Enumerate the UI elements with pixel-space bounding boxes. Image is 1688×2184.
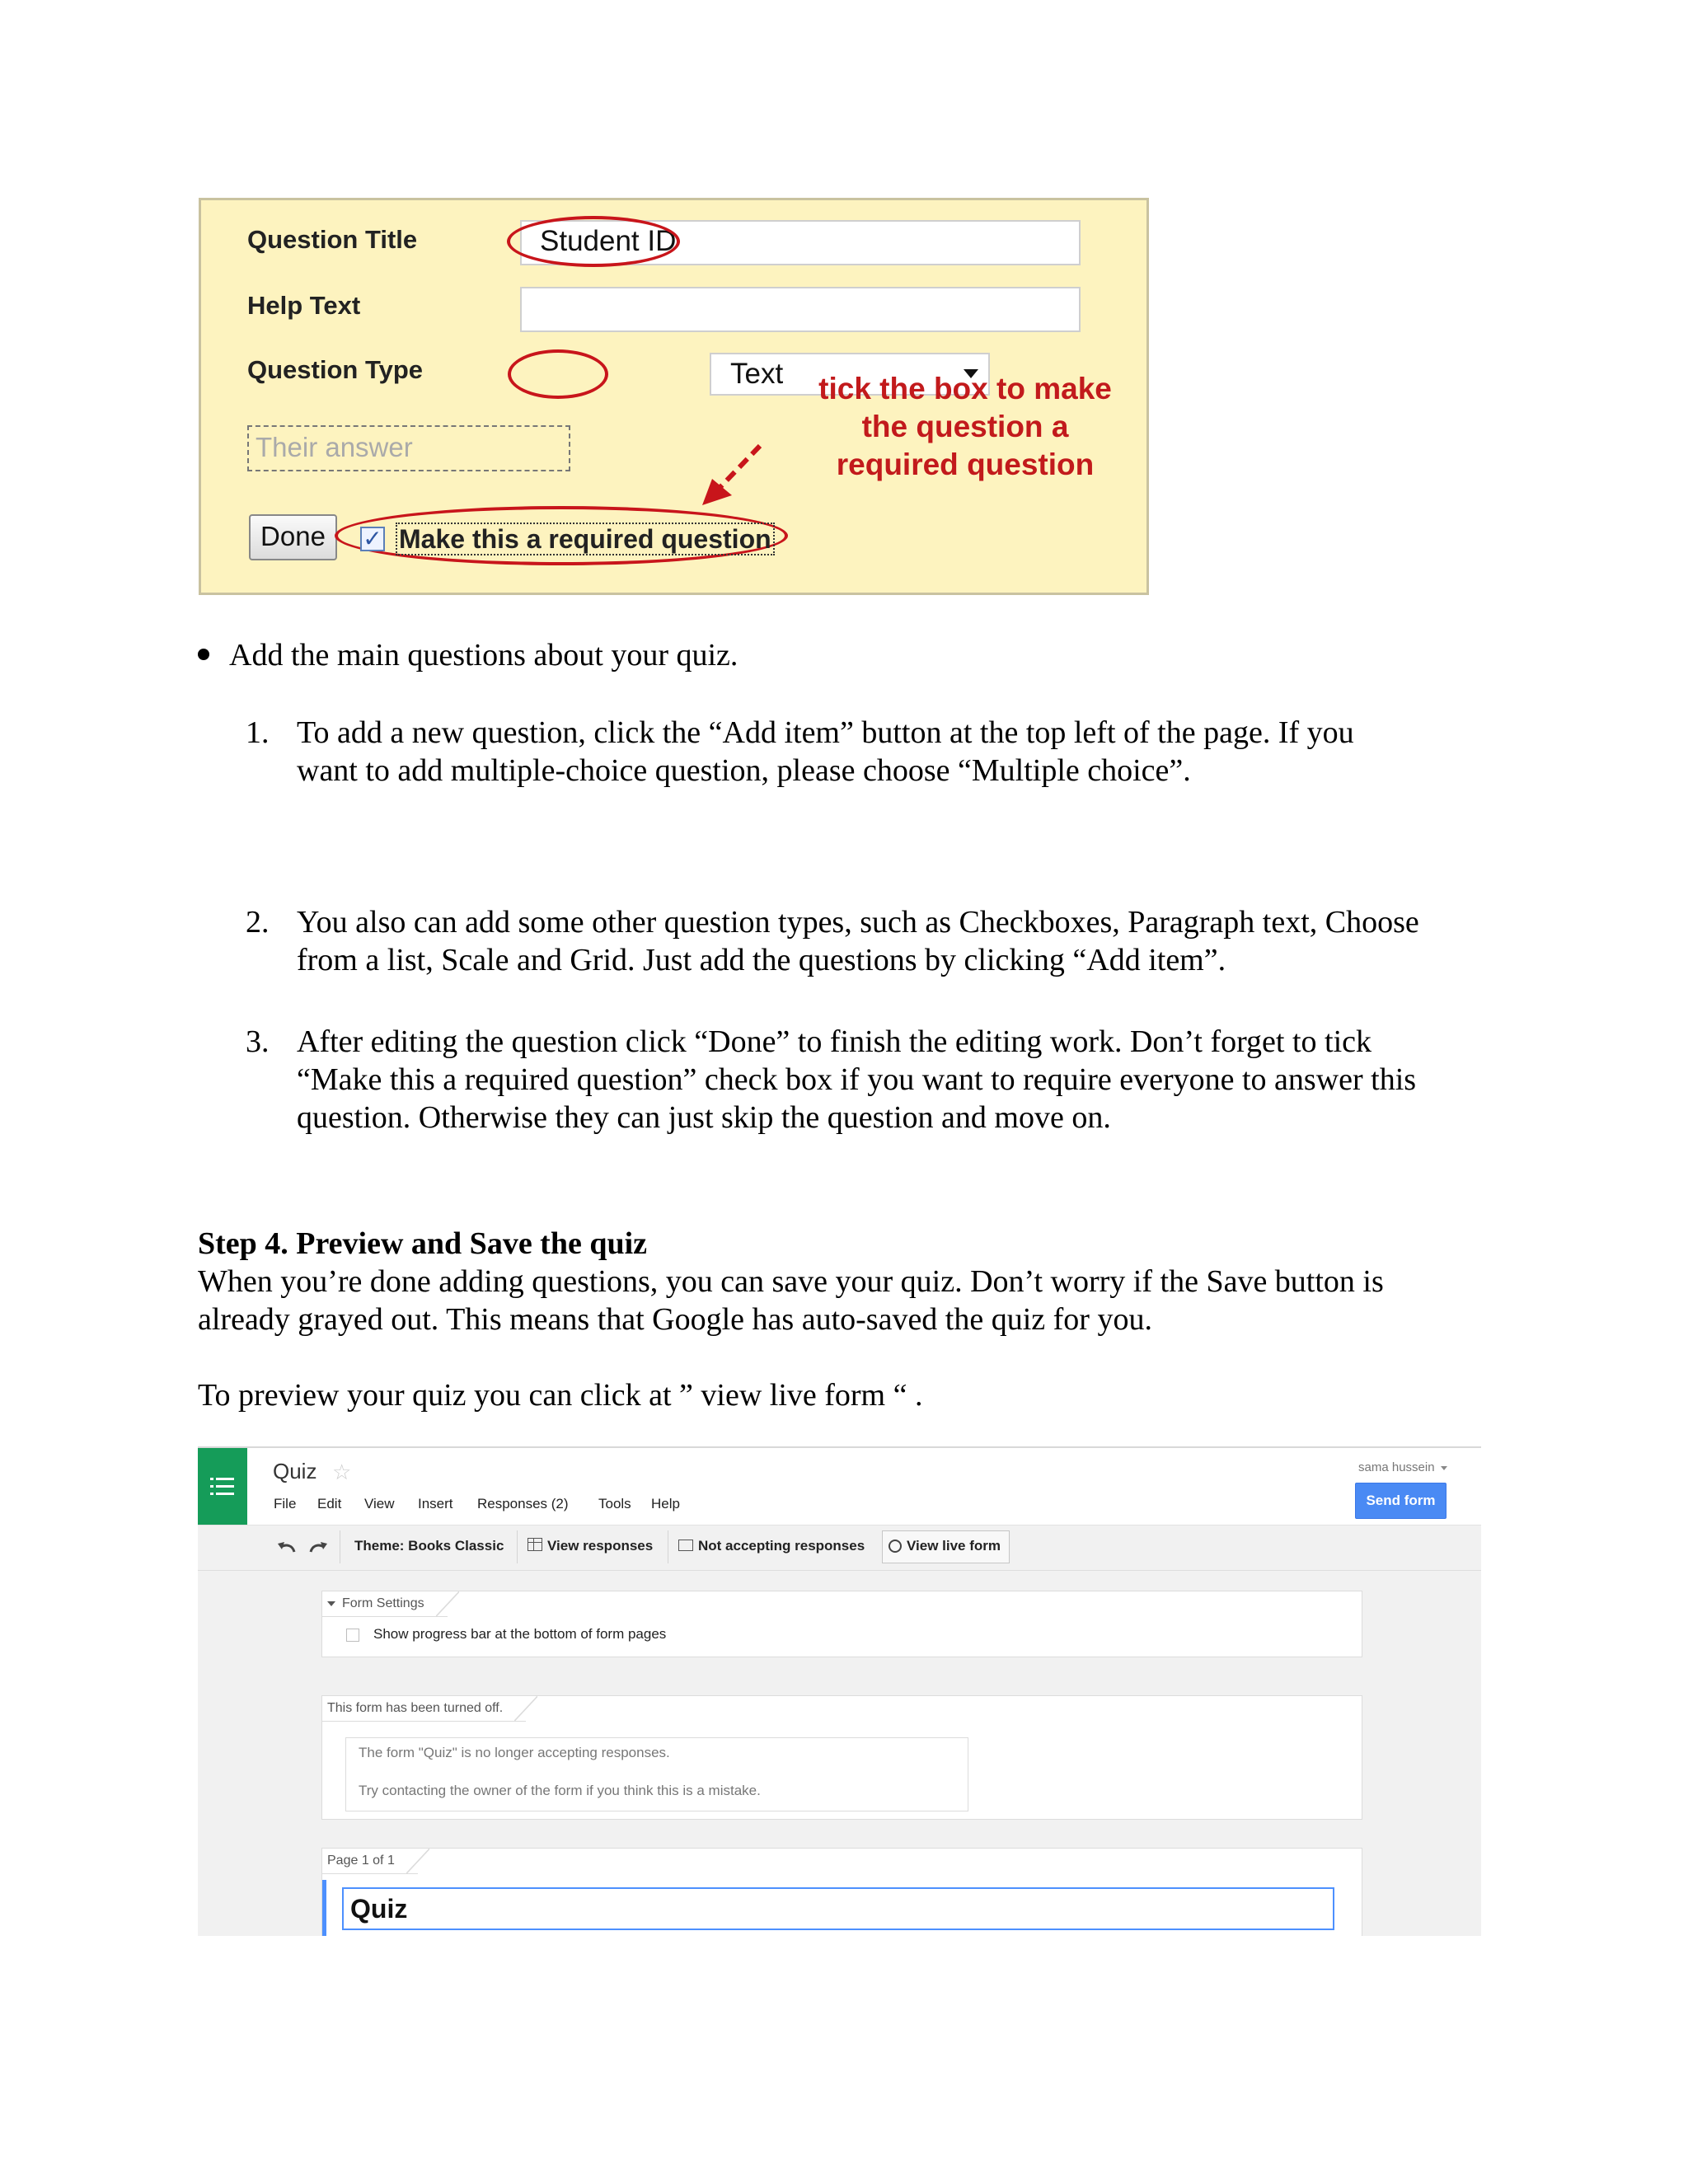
form-turned-off-card bbox=[321, 1695, 1362, 1820]
annotation-line-2: the question a bbox=[861, 410, 1069, 443]
help-text-label: Help Text bbox=[247, 291, 361, 320]
turned-off-message-1: The form "Quiz" is no longer accepting responses. bbox=[359, 1745, 670, 1760]
annotation-text bbox=[800, 370, 1130, 484]
active-section-bar bbox=[322, 1880, 326, 1936]
step-2-line-1: You also can add some other question types, such as Checkboxes, Paragraph text, Choose bbox=[297, 905, 1419, 940]
send-form-button[interactable]: Send form bbox=[1355, 1483, 1447, 1519]
menu-help[interactable]: Help bbox=[651, 1496, 680, 1511]
highlight-oval-title bbox=[507, 216, 680, 267]
step-3-line-1: After editing the question click “Done” to finish the editing work. Don’t forget to tick bbox=[297, 1024, 1372, 1059]
required-checkbox-label[interactable]: Make this a required question bbox=[396, 523, 775, 555]
bullet-icon bbox=[198, 649, 209, 660]
not-accepting-label: Not accepting responses bbox=[698, 1538, 865, 1554]
view-live-form-label: View live form bbox=[907, 1538, 1001, 1554]
progress-bar-label[interactable]: Show progress bar at the bottom of form pages bbox=[373, 1626, 667, 1642]
account-menu[interactable] bbox=[1358, 1460, 1447, 1474]
undo-icon[interactable] bbox=[276, 1539, 298, 1557]
annotation-line-1: tick the box to make bbox=[818, 372, 1112, 405]
step-4-heading: Step 4. Preview and Save the quiz bbox=[198, 1226, 648, 1261]
turned-off-message-2: Try contacting the owner of the form if you think this is a mistake. bbox=[359, 1783, 761, 1798]
not-accepting-responses-button[interactable] bbox=[678, 1535, 865, 1557]
menu-insert[interactable]: Insert bbox=[418, 1496, 453, 1511]
highlight-oval-type bbox=[508, 349, 608, 399]
view-responses-label: View responses bbox=[547, 1538, 654, 1554]
done-button[interactable]: Done bbox=[249, 514, 337, 560]
step-2-number: 2. bbox=[246, 905, 270, 940]
google-forms-screenshot bbox=[198, 1446, 1481, 1936]
step-4-line-1: When you’re done adding questions, you can save your quiz. Don’t worry if the Save button is bbox=[198, 1264, 1384, 1299]
table-icon bbox=[528, 1538, 542, 1551]
annotation-line-3: required question bbox=[836, 448, 1095, 481]
star-icon[interactable]: ☆ bbox=[332, 1460, 352, 1484]
user-name: sama hussein bbox=[1358, 1460, 1435, 1474]
chevron-down-icon bbox=[1441, 1466, 1447, 1470]
step-3-line-2: “Make this a required question” check box if you want to require everyone to answer this bbox=[297, 1062, 1417, 1097]
question-editor-screenshot bbox=[199, 198, 1149, 595]
bullet-text: Add the main questions about your quiz. bbox=[229, 638, 738, 673]
question-type-label: Question Type bbox=[247, 355, 424, 384]
annotation-arrow-icon bbox=[696, 439, 778, 513]
step-1-number: 1. bbox=[246, 715, 270, 750]
turned-off-message-box bbox=[345, 1737, 968, 1811]
answer-preview-field: Their answer bbox=[247, 425, 570, 471]
step-3-number: 3. bbox=[246, 1024, 270, 1059]
form-settings-label: Form Settings bbox=[342, 1596, 424, 1610]
forms-header bbox=[198, 1448, 1481, 1526]
forms-toolbar bbox=[198, 1526, 1481, 1571]
step-2-line-2: from a list, Scale and Grid. Just add the questions by clicking “Add item”. bbox=[297, 943, 1226, 977]
globe-icon bbox=[889, 1540, 902, 1553]
view-live-form-button[interactable] bbox=[889, 1535, 1001, 1557]
menu-tools[interactable]: Tools bbox=[598, 1496, 631, 1511]
question-title-input[interactable]: Student ID bbox=[520, 220, 1081, 265]
menu-view[interactable]: View bbox=[364, 1496, 395, 1511]
required-checkbox[interactable]: ✓ bbox=[360, 527, 385, 551]
question-title-label: Question Title bbox=[247, 225, 418, 254]
theme-button[interactable]: Theme: Books Classic bbox=[354, 1538, 504, 1554]
forms-logo-icon[interactable] bbox=[198, 1448, 247, 1525]
progress-bar-checkbox[interactable] bbox=[346, 1629, 359, 1642]
page-card bbox=[321, 1848, 1362, 1936]
inbox-icon bbox=[678, 1540, 693, 1551]
view-responses-button[interactable] bbox=[528, 1535, 653, 1557]
menu-file[interactable]: File bbox=[274, 1496, 297, 1511]
redo-icon[interactable] bbox=[307, 1539, 329, 1557]
turned-off-tab: This form has been turned off. bbox=[322, 1696, 526, 1722]
step-1-line-1: To add a new question, click the “Add item” button at the top left of the page. If you bbox=[297, 715, 1354, 750]
caret-down-icon bbox=[327, 1601, 335, 1606]
form-settings-tab[interactable] bbox=[322, 1591, 448, 1617]
form-title-input[interactable]: Quiz bbox=[342, 1887, 1334, 1930]
form-settings-card bbox=[321, 1591, 1362, 1657]
step-1-line-2: want to add multiple-choice question, please choose “Multiple choice”. bbox=[297, 753, 1191, 788]
question-type-value: Text bbox=[730, 358, 784, 390]
help-text-input[interactable] bbox=[520, 287, 1081, 332]
step-4-line-2: already grayed out. This means that Google has auto-saved the quiz for you. bbox=[198, 1302, 1152, 1337]
toolbar-divider bbox=[517, 1530, 518, 1563]
preview-instruction: To preview your quiz you can click at ” view live form “ . bbox=[198, 1378, 923, 1413]
form-title[interactable]: Quiz bbox=[273, 1459, 317, 1483]
menu-responses[interactable]: Responses (2) bbox=[477, 1496, 569, 1511]
menu-edit[interactable]: Edit bbox=[317, 1496, 342, 1511]
page-tab: Page 1 of 1 bbox=[322, 1849, 418, 1874]
step-3-line-3: question. Otherwise they can just skip the question and move on. bbox=[297, 1100, 1111, 1135]
